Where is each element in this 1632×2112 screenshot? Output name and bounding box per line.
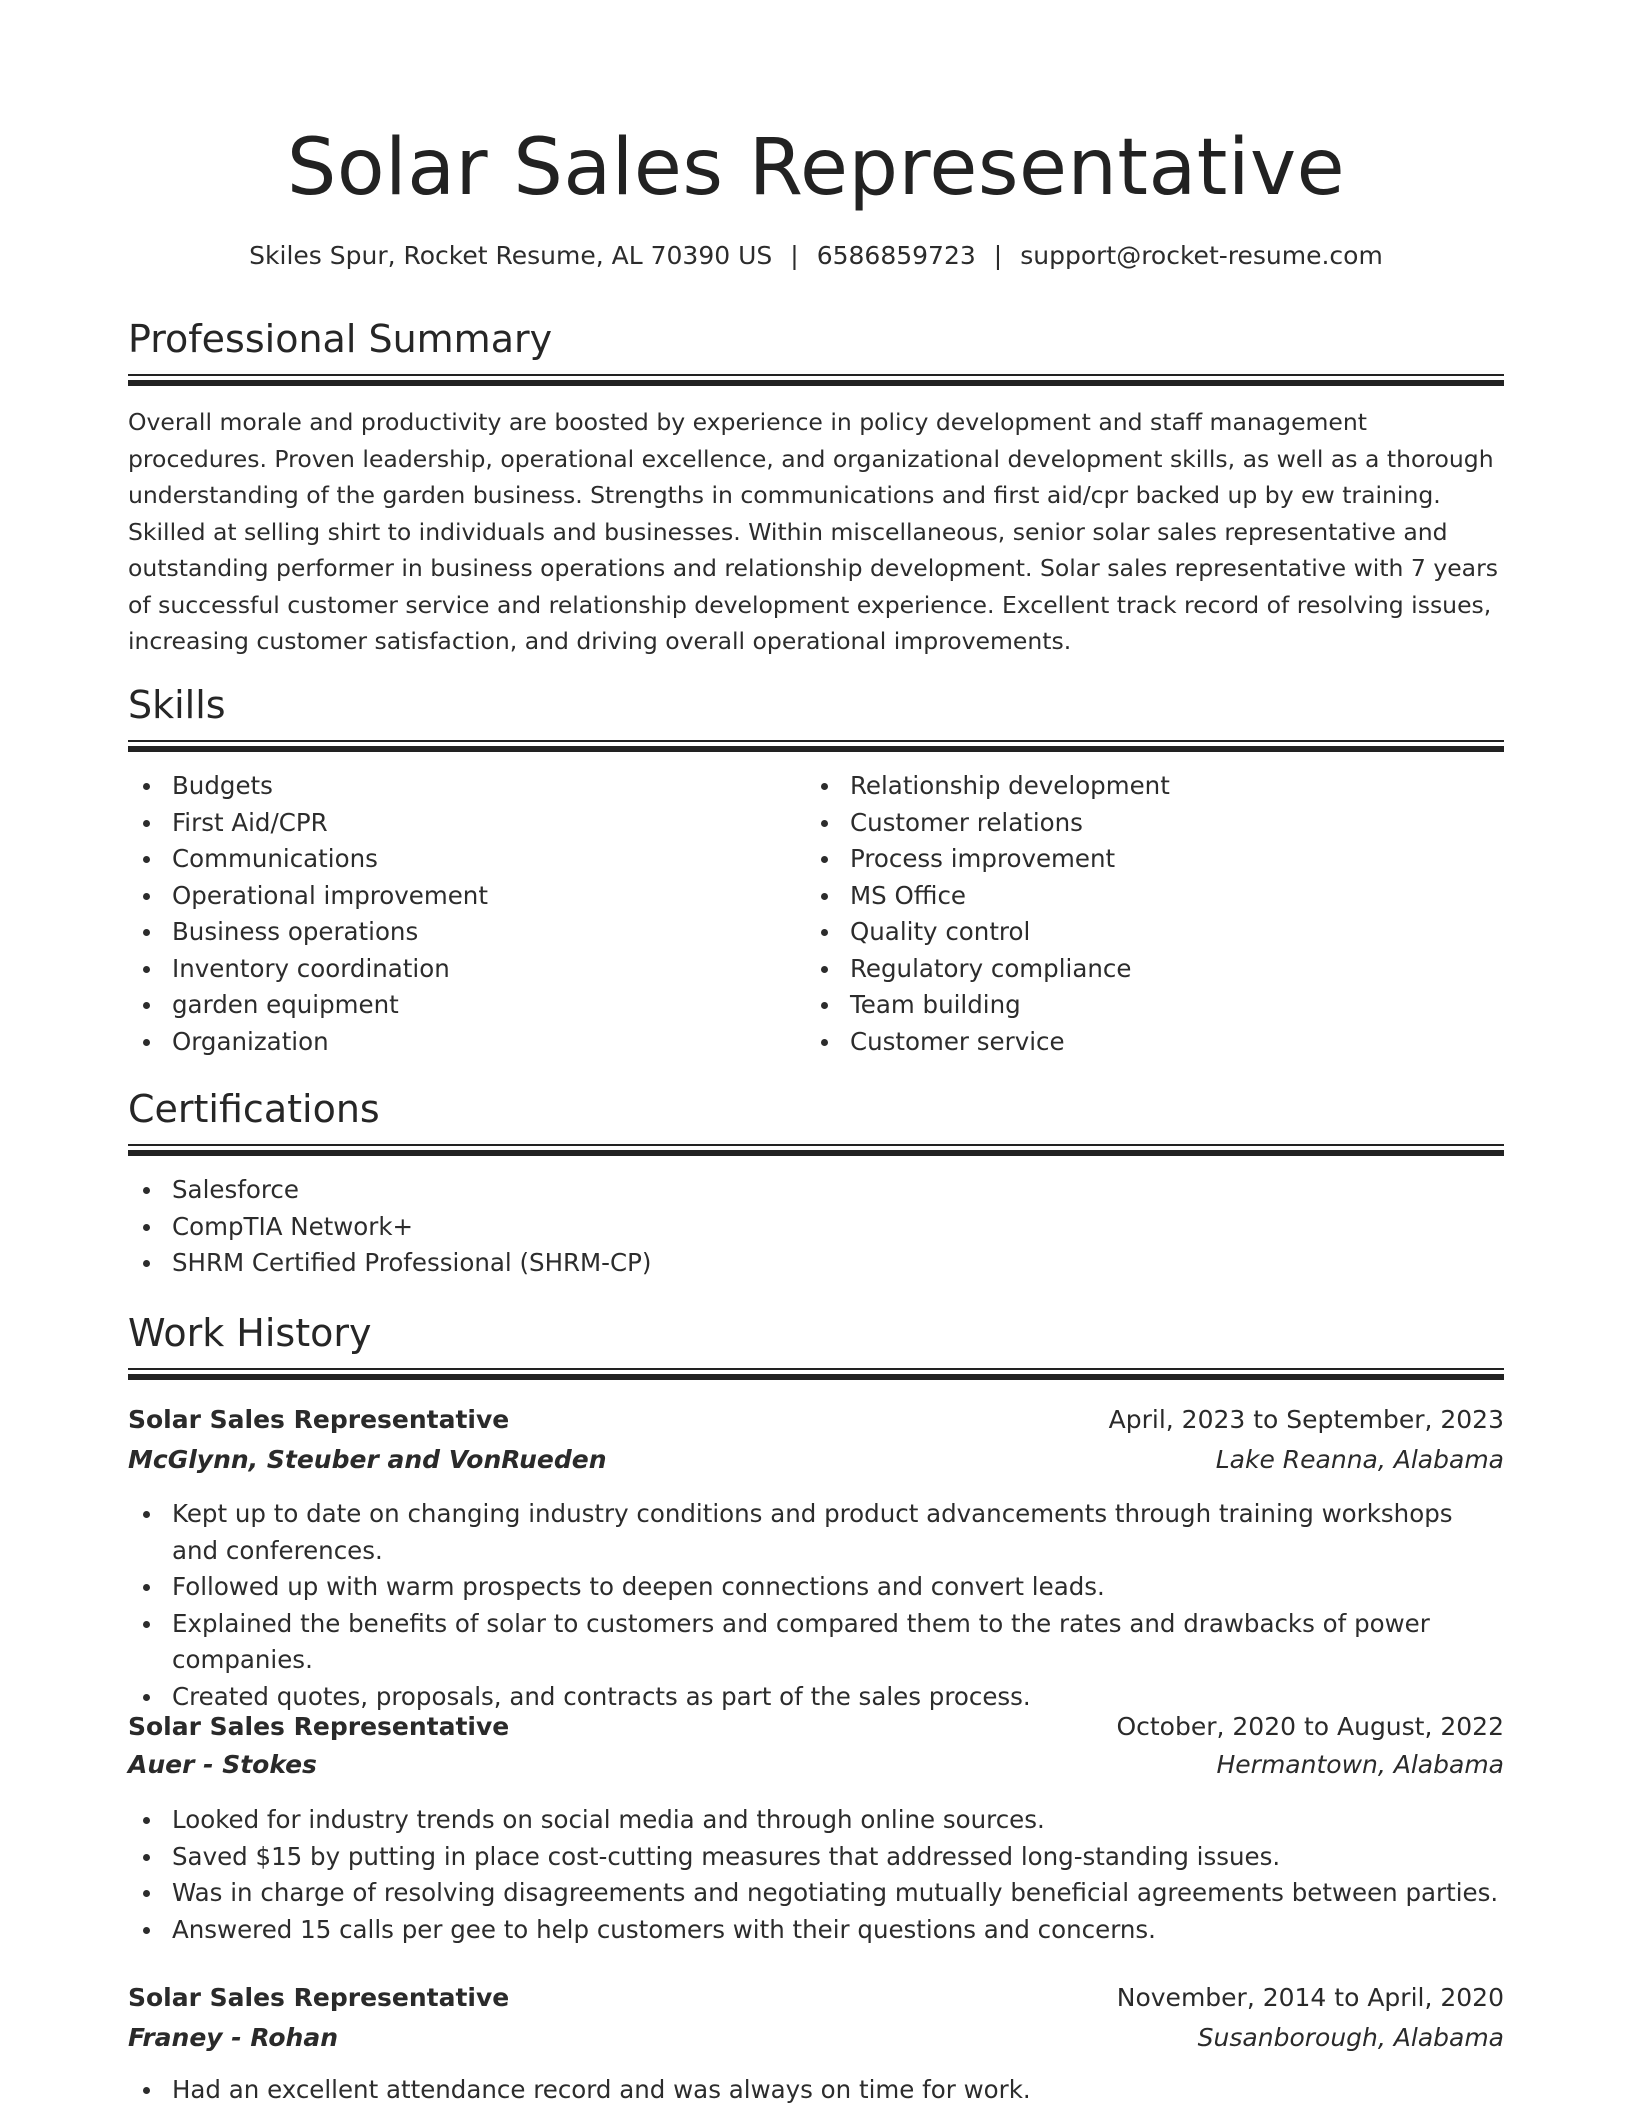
skill-item: Organization bbox=[128, 1024, 800, 1061]
certification-item: SHRM Certified Professional (SHRM-CP) bbox=[128, 1245, 1504, 1282]
skills-list-left bbox=[128, 768, 800, 1060]
skill-item: Inventory coordination bbox=[128, 951, 800, 988]
skill-item: Process improvement bbox=[806, 841, 1504, 878]
section-title-work-history: Work History bbox=[128, 1311, 372, 1355]
skill-item: Communications bbox=[128, 841, 800, 878]
job-bullets bbox=[128, 1802, 1504, 1948]
certifications-list bbox=[128, 1172, 1504, 1282]
job-dates: October, 2020 to August, 2022 bbox=[1116, 1712, 1504, 1741]
job-bullet: Was in charge of resolving disagreements and negotiating mutually beneficial agreements between parties. bbox=[128, 1875, 1504, 1912]
skill-item: First Aid/CPR bbox=[128, 805, 800, 842]
skill-item: Relationship development bbox=[806, 768, 1504, 805]
job-bullet: Answered 15 calls per gee to help customers with their questions and concerns. bbox=[128, 1912, 1504, 1949]
section-title-summary: Professional Summary bbox=[128, 317, 553, 361]
certification-item: CompTIA Network+ bbox=[128, 1209, 1504, 1246]
job-title: Solar Sales Representative bbox=[128, 1712, 510, 1741]
summary-text: Overall morale and productivity are boosted by experience in policy development and staff management procedures. Proven leadership, operational excellence, and organizational development skills, as well as a thorough understanding of the garden business. Strengths in communications and first aid/cpr backed up by ew training. Skilled at selling shirt to individuals and businesses. Within miscellaneous, senior solar sales representative and outstanding performer in business operations and relationship development. Solar sales representative with 7 years of successful customer service and relationship development experience. Excellent track record of resolving issues, increasing customer satisfaction, and driving overall operational improvements. bbox=[128, 408, 1498, 655]
section-divider bbox=[128, 1144, 1504, 1157]
skill-item: garden equipment bbox=[128, 987, 800, 1024]
job-location: Lake Reanna, Alabama bbox=[1215, 1445, 1504, 1474]
skills-list-right bbox=[806, 768, 1504, 1060]
contact-phone: 6586859723 bbox=[816, 241, 976, 270]
job-dates: April, 2023 to September, 2023 bbox=[1108, 1405, 1504, 1434]
section-divider bbox=[128, 374, 1504, 387]
certification-item: Salesforce bbox=[128, 1172, 1504, 1209]
job-bullet: Saved $15 by putting in place cost-cutting measures that addressed long-standing issues. bbox=[128, 1839, 1504, 1876]
skill-item: MS Office bbox=[806, 878, 1504, 915]
section-title-skills: Skills bbox=[128, 683, 226, 727]
contact-line bbox=[128, 236, 1504, 276]
skill-item: Quality control bbox=[806, 914, 1504, 951]
contact-address: Skiles Spur, Rocket Resume, AL 70390 US bbox=[249, 241, 773, 270]
job-dates: November, 2014 to April, 2020 bbox=[1116, 1983, 1504, 2012]
skill-item: Customer relations bbox=[806, 805, 1504, 842]
job-bullet: Looked for industry trends on social media and through online sources. bbox=[128, 1802, 1504, 1839]
skill-item: Regulatory compliance bbox=[806, 951, 1504, 988]
job-company: Auer - Stokes bbox=[128, 1750, 317, 1779]
job-title: Solar Sales Representative bbox=[128, 1983, 510, 2012]
job-bullet: Created quotes, proposals, and contracts as part of the sales process. bbox=[128, 1679, 1504, 1716]
skill-item: Team building bbox=[806, 987, 1504, 1024]
job-bullets bbox=[128, 2072, 1504, 2109]
skill-item: Business operations bbox=[128, 914, 800, 951]
job-location: Susanborough, Alabama bbox=[1197, 2023, 1504, 2052]
contact-separator: | bbox=[993, 241, 1003, 270]
section-divider bbox=[128, 1368, 1504, 1381]
job-title: Solar Sales Representative bbox=[128, 1405, 510, 1434]
job-bullet: Explained the benefits of solar to customers and compared them to the rates and drawbacks of power companies. bbox=[128, 1606, 1504, 1679]
job-company: McGlynn, Steuber and VonRueden bbox=[128, 1445, 607, 1474]
job-bullet: Had an excellent attendance record and was always on time for work. bbox=[128, 2072, 1504, 2109]
section-title-certifications: Certifications bbox=[128, 1087, 380, 1131]
skill-item: Operational improvement bbox=[128, 878, 800, 915]
contact-separator: | bbox=[790, 241, 799, 270]
contact-email: support@rocket-resume.com bbox=[1020, 241, 1383, 270]
job-bullets bbox=[128, 1496, 1504, 1715]
job-company: Franey - Rohan bbox=[128, 2023, 339, 2052]
job-location: Hermantown, Alabama bbox=[1216, 1750, 1504, 1779]
skill-item: Budgets bbox=[128, 768, 800, 805]
resume-name: Solar Sales Representative bbox=[286, 123, 1346, 213]
skill-item: Customer service bbox=[806, 1024, 1504, 1061]
section-divider bbox=[128, 740, 1504, 753]
job-bullet: Kept up to date on changing industry conditions and product advancements through training workshops and conferences. bbox=[128, 1496, 1504, 1569]
job-bullet: Followed up with warm prospects to deepen connections and convert leads. bbox=[128, 1569, 1504, 1606]
